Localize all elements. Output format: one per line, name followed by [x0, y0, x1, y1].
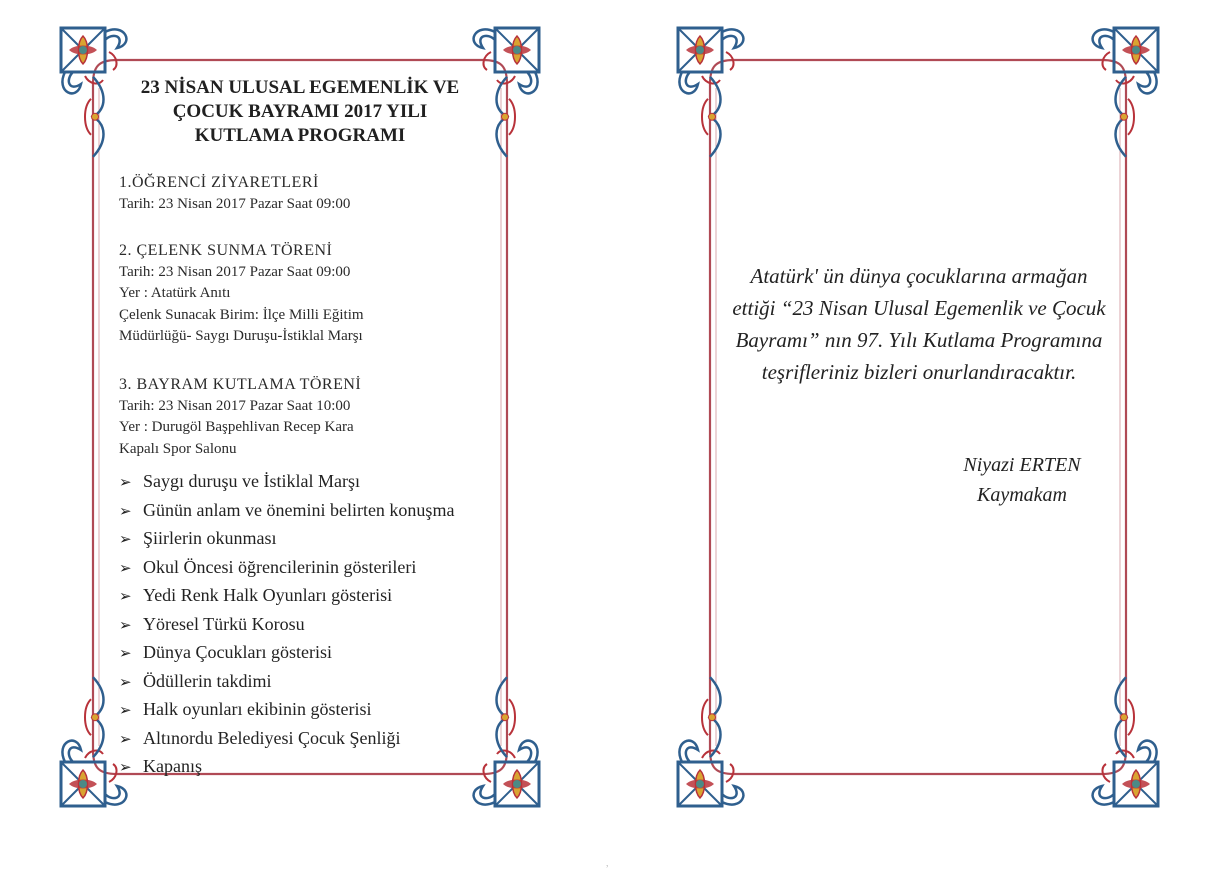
event-label: Halk oyunları ekibinin gösterisi [143, 699, 372, 719]
arrow-bullet-icon: ➢ [119, 674, 132, 691]
corner-ornament-icon [1093, 741, 1158, 806]
list-item [119, 639, 454, 668]
section-heading: 1.ÖĞRENCİ ZİYARETLERİ [119, 174, 319, 191]
arrow-bullet-icon: ➢ [119, 503, 132, 520]
ornamental-frame [672, 22, 1164, 812]
list-item [119, 582, 454, 611]
signatory-title: Kaymakam [977, 484, 1067, 506]
corner-ornament-icon [61, 741, 126, 806]
arrow-bullet-icon: ➢ [119, 646, 132, 662]
event-label: Şiirlerin okunması [143, 528, 277, 548]
side-flourish-icon [497, 77, 516, 157]
signatory-name: Niyazi ERTEN [963, 454, 1081, 476]
list-item [119, 696, 454, 725]
corner-ornament-icon [1093, 28, 1158, 93]
section-student-visits [119, 172, 350, 215]
list-item [119, 497, 454, 526]
side-flourish-icon [85, 677, 104, 757]
event-label: Günün anlam ve önemini belirten konuşma [143, 499, 455, 520]
event-label: Kapanış [143, 756, 202, 776]
section-line: Tarih: 23 Nisan 2017 Pazar Saat 09:00 [119, 263, 351, 280]
event-label: Ödüllerin takdimi [143, 670, 272, 691]
event-label: Dünya Çocukları gösterisi [143, 642, 332, 662]
title-line: 23 NİSAN ULUSAL EGEMENLİK VE [140, 77, 460, 98]
list-item [119, 668, 454, 697]
event-label: Altınordu Belediyesi Çocuk Şenliği [143, 727, 401, 748]
side-flourish-icon [702, 677, 721, 757]
event-list [119, 468, 454, 782]
event-label: Yedi Renk Halk Oyunları gösterisi [143, 585, 393, 605]
corner-ornament-icon [678, 28, 743, 93]
list-item [119, 525, 454, 554]
section-line: Tarih: 23 Nisan 2017 Pazar Saat 10:00 [119, 397, 351, 414]
list-item [119, 725, 454, 754]
scan-speck: , [606, 858, 609, 869]
program-title [115, 76, 485, 148]
arrow-bullet-icon: ➢ [119, 560, 132, 577]
arrow-bullet-icon: ➢ [119, 475, 132, 491]
side-flourish-icon [497, 677, 516, 757]
title-line: ÇOCUK BAYRAMI 2017 YILI [172, 101, 428, 122]
side-flourish-icon [1116, 677, 1135, 757]
event-label: Yöresel Türkü Korosu [143, 613, 305, 634]
section-wreath-ceremony [119, 240, 364, 348]
list-item [119, 554, 454, 583]
section-line: Yer : Durugöl Başpehlivan Recep Kara [119, 419, 354, 435]
corner-ornament-icon [474, 741, 539, 806]
list-item [119, 753, 454, 782]
invitation-line: Bayramı” nın 97. Yılı Kutlama Programına [735, 328, 1103, 352]
program-card [55, 22, 545, 812]
arrow-bullet-icon: ➢ [119, 731, 132, 748]
invitation-text [690, 260, 1148, 388]
signature-block [922, 450, 1122, 510]
invitation-card [672, 22, 1164, 812]
section-heading: 3. BAYRAM KUTLAMA TÖRENİ [119, 376, 362, 393]
event-label: Okul Öncesi öğrencilerinin gösterileri [143, 556, 417, 577]
arrow-bullet-icon: ➢ [119, 617, 132, 634]
section-celebration-ceremony [119, 374, 361, 460]
list-item [119, 611, 454, 640]
arrow-bullet-icon: ➢ [119, 532, 132, 548]
list-item [119, 468, 454, 497]
arrow-bullet-icon: ➢ [119, 703, 132, 719]
section-line: Yer : Atatürk Anıtı [119, 285, 231, 301]
title-line: KUTLAMA PROGRAMI [194, 125, 406, 146]
invitation-line: ettiği “23 Nisan Ulusal Egemenlik ve Çocuk [732, 296, 1106, 320]
invitation-line: teşrifleriniz bizleri onurlandıracaktır. [761, 360, 1077, 384]
side-flourish-icon [85, 77, 104, 157]
section-line: Tarih: 23 Nisan 2017 Pazar Saat 09:00 [119, 195, 351, 212]
arrow-bullet-icon: ➢ [119, 760, 132, 776]
section-line: Kapalı Spor Salonu [119, 440, 237, 457]
arrow-bullet-icon: ➢ [119, 589, 132, 605]
event-label: Saygı duruşu ve İstiklal Marşı [143, 471, 360, 491]
section-line: Çelenk Sunacak Birim: İlçe Milli Eğitim [119, 306, 364, 323]
section-line: Müdürlüğü- Saygı Duruşu-İstiklal Marşı [119, 328, 363, 344]
section-heading: 2. ÇELENK SUNMA TÖRENİ [119, 242, 333, 259]
side-flourish-icon [1116, 77, 1135, 157]
corner-ornament-icon [678, 741, 743, 806]
side-flourish-icon [702, 77, 721, 157]
invitation-line: Atatürk' ün dünya çocuklarına armağan [750, 264, 1088, 288]
